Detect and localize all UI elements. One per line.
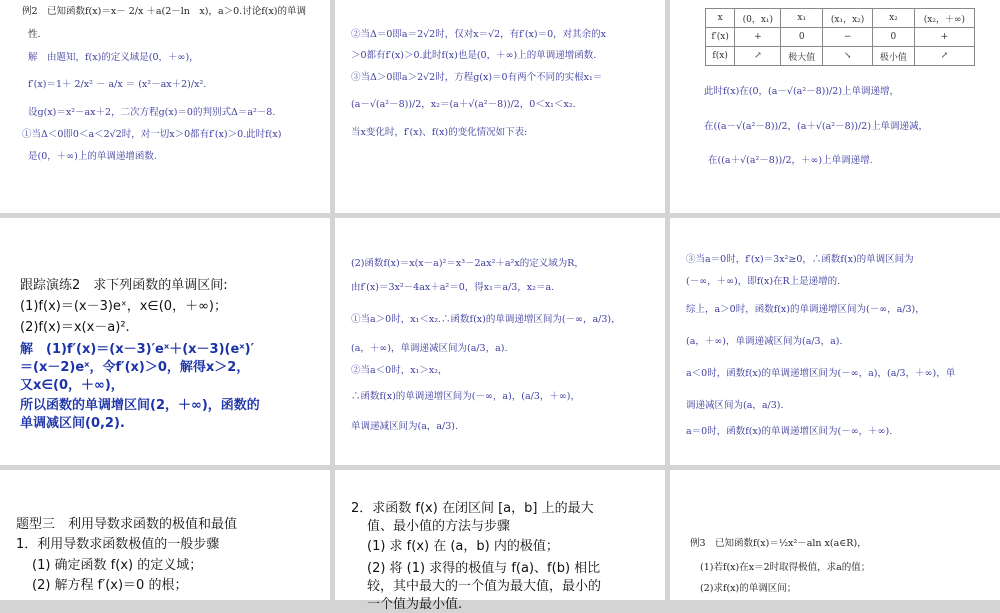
table-cell: x₂ — [873, 9, 915, 28]
example-3-part-1: (1)若f(x)在x＝2时取得极值，求a的值； — [700, 562, 871, 573]
case-1-line: ①当Δ＜0即0＜a＜2√2时，对一切x＞0都有f′(x)＞0.此时f(x) — [22, 129, 282, 140]
case-a-zero-cont: (－∞，＋∞)，即f(x)在R上是递增的. — [686, 276, 841, 287]
decrease-line: 在((a－√(a²－8))/2，(a＋√(a²－8))/2)上单调递减， — [704, 121, 929, 132]
method-step-2: (2) 将 (1) 求得的极值与 f(a)、f(b) 相比 — [367, 561, 601, 576]
answer-line-4: 所以函数的单调增区间(2，＋∞)，函数的 — [20, 398, 260, 413]
answer-line-2: ＝(x－2)eˣ，令f′(x)＞0，解得x＞2， — [20, 360, 250, 375]
table-cell: f(x) — [706, 47, 735, 66]
slide-8[interactable] — [335, 470, 665, 612]
slide-7[interactable] — [0, 470, 330, 600]
slide-6[interactable] — [670, 218, 1000, 465]
table-cell: ↗ — [735, 47, 781, 66]
section-title: 题型三 利用导数求函数的极值和最值 — [16, 517, 238, 532]
case-a-pos-cont: (a，＋∞)，单调递减区间为(a/3，a). — [351, 343, 508, 354]
slide-4[interactable] — [0, 218, 330, 465]
example-title-cont: 性. — [28, 29, 41, 40]
table-cell: x₁ — [781, 9, 823, 28]
table-cell: − — [823, 28, 873, 47]
case-2-line: ②当Δ＝0即a＝2√2时，仅对x＝√2，有f′(x)＝0，对其余的x — [351, 29, 607, 40]
case-3-line: ③当Δ＞0即a＞2√2时，方程g(x)＝0有两个不同的实根x₁＝ — [351, 72, 603, 83]
summary-neg-dec: 调递减区间为(a，a/3). — [686, 400, 784, 411]
step-2: (2) 解方程 f′(x)＝0 的根； — [32, 578, 188, 593]
case-a-neg-inc: ∴函数f(x)的单调递增区间为(－∞，a)，(a/3，＋∞)， — [351, 391, 581, 402]
increase-line-1: 此时f(x)在(0，(a－√(a²－8))/2)上单调递增， — [704, 86, 900, 97]
part-2-domain-line: (2)函数f(x)＝x(x－a)²＝x³－2ax²＋a²x的定义域为R， — [351, 258, 584, 269]
method-heading-cont: 值、最小值的方法与步骤 — [367, 519, 511, 534]
summary-pos-inc: 综上，a＞0时，函数f(x)的单调递增区间为(－∞，a/3)， — [686, 304, 925, 315]
derivative-line: f′(x)＝1＋ 2/x² － a/x ＝ (x²－ax＋2)/x². — [28, 79, 207, 90]
slide-2[interactable] — [335, 0, 665, 213]
steps-heading: 1．利用导数求函数极值的一般步骤 — [16, 537, 220, 552]
table-cell: 极大值 — [781, 47, 823, 66]
table-cell: 0 — [781, 28, 823, 47]
table-cell: f′(x) — [706, 28, 735, 47]
answer-line-5: 单调减区间(0,2). — [20, 416, 125, 431]
table-intro-line: 当x变化时，f′(x)、f(x)的变化情况如下表: — [351, 127, 528, 138]
summary-pos-dec: (a，＋∞)，单调递减区间为(a/3，a). — [686, 336, 843, 347]
exercise-part-2: (2)f(x)＝x(x－a)². — [20, 320, 130, 335]
table-cell: x — [706, 9, 735, 28]
increase-line-2: 在((a＋√(a²－8))/2，＋∞)上单调递增. — [708, 155, 873, 166]
case-a-zero-line: ③当a＝0时，f′(x)＝3x²≥0，∴函数f(x)的单调区间为 — [686, 254, 914, 265]
table-cell: (x₂，＋∞) — [914, 9, 974, 28]
summary-zero: a＝0时，函数f(x)的单调递增区间为(－∞，＋∞). — [686, 426, 893, 437]
case-2-line-cont: ＞0都有f′(x)＞0.此时f(x)也是(0，＋∞)上的单调递增函数. — [351, 50, 597, 61]
method-step-2-cont: 较，其中最大的一个值为最大值，最小的 — [367, 579, 602, 594]
method-heading: 2．求函数 f(x) 在闭区间 [a，b] 上的最大 — [351, 501, 594, 516]
roots-line: (a－√(a²－8))/2，x₂＝(a＋√(a²－8))/2，0＜x₁＜x₂. — [351, 99, 576, 110]
table-cell: 0 — [873, 28, 915, 47]
slide-9[interactable] — [670, 470, 1000, 600]
case-a-pos-line: ①当a＞0时，x₁＜x₂.∴函数f(x)的单调递增区间为(－∞，a/3)， — [351, 314, 621, 325]
table-cell: ↘ — [823, 47, 873, 66]
table-cell: (0，x₁) — [735, 9, 781, 28]
table-cell: + — [914, 28, 974, 47]
solution-line: 解 由题知，f(x)的定义域是(0，＋∞)， — [28, 52, 199, 63]
case-a-neg-line: ②当a＜0时，x₁＞x₂， — [351, 365, 448, 376]
table-cell: (x₁，x₂) — [823, 9, 873, 28]
method-step-1: (1) 求 f(x) 在 (a，b) 内的极值； — [367, 539, 559, 554]
case-1-line-cont: 是(0，＋∞)上的单调递增函数. — [28, 151, 157, 162]
slide-1[interactable] — [0, 0, 330, 213]
slide-3[interactable] — [670, 0, 1000, 213]
step-1: (1) 确定函数 f(x) 的定义域； — [32, 558, 203, 573]
answer-line-3: 又x∈(0，＋∞)， — [20, 378, 124, 393]
summary-neg-inc: a＜0时，函数f(x)的单调递增区间为(－∞，a)，(a/3，＋∞)，单 — [686, 368, 956, 379]
exercise-title: 跟踪演练2 求下列函数的单调区间: — [20, 278, 228, 293]
roots-line: 由f′(x)＝3x²－4ax＋a²＝0，得x₁＝a/3，x₂＝a. — [351, 282, 555, 293]
table-cell: ↗ — [914, 47, 974, 66]
method-step-2-end: 一个值为最小值. — [367, 597, 463, 612]
case-a-neg-dec: 单调递减区间为(a，a/3). — [351, 421, 459, 432]
table-cell: 极小值 — [873, 47, 915, 66]
slide-5[interactable] — [335, 218, 665, 465]
answer-line-1: 解 (1)f′(x)＝(x－3)′eˣ＋(x－3)(eˣ)′ — [20, 342, 255, 357]
discriminant-line: 设g(x)＝x²－ax＋2，二次方程g(x)＝0的判别式Δ＝a²－8. — [28, 107, 276, 118]
example-3-title: 例3 已知函数f(x)＝½x²－aln x(a∈R)， — [690, 538, 867, 549]
variation-table — [705, 8, 975, 66]
exercise-part-1: (1)f(x)＝(x－3)eˣ，x∈(0，＋∞)； — [20, 299, 227, 314]
example-title: 例2 已知函数f(x)＝x－ 2/x ＋a(2－ln x)，a＞0.讨论f(x)的单调 — [22, 6, 306, 17]
table-cell: + — [735, 28, 781, 47]
example-3-part-2: (2)求f(x)的单调区间； — [700, 583, 797, 594]
